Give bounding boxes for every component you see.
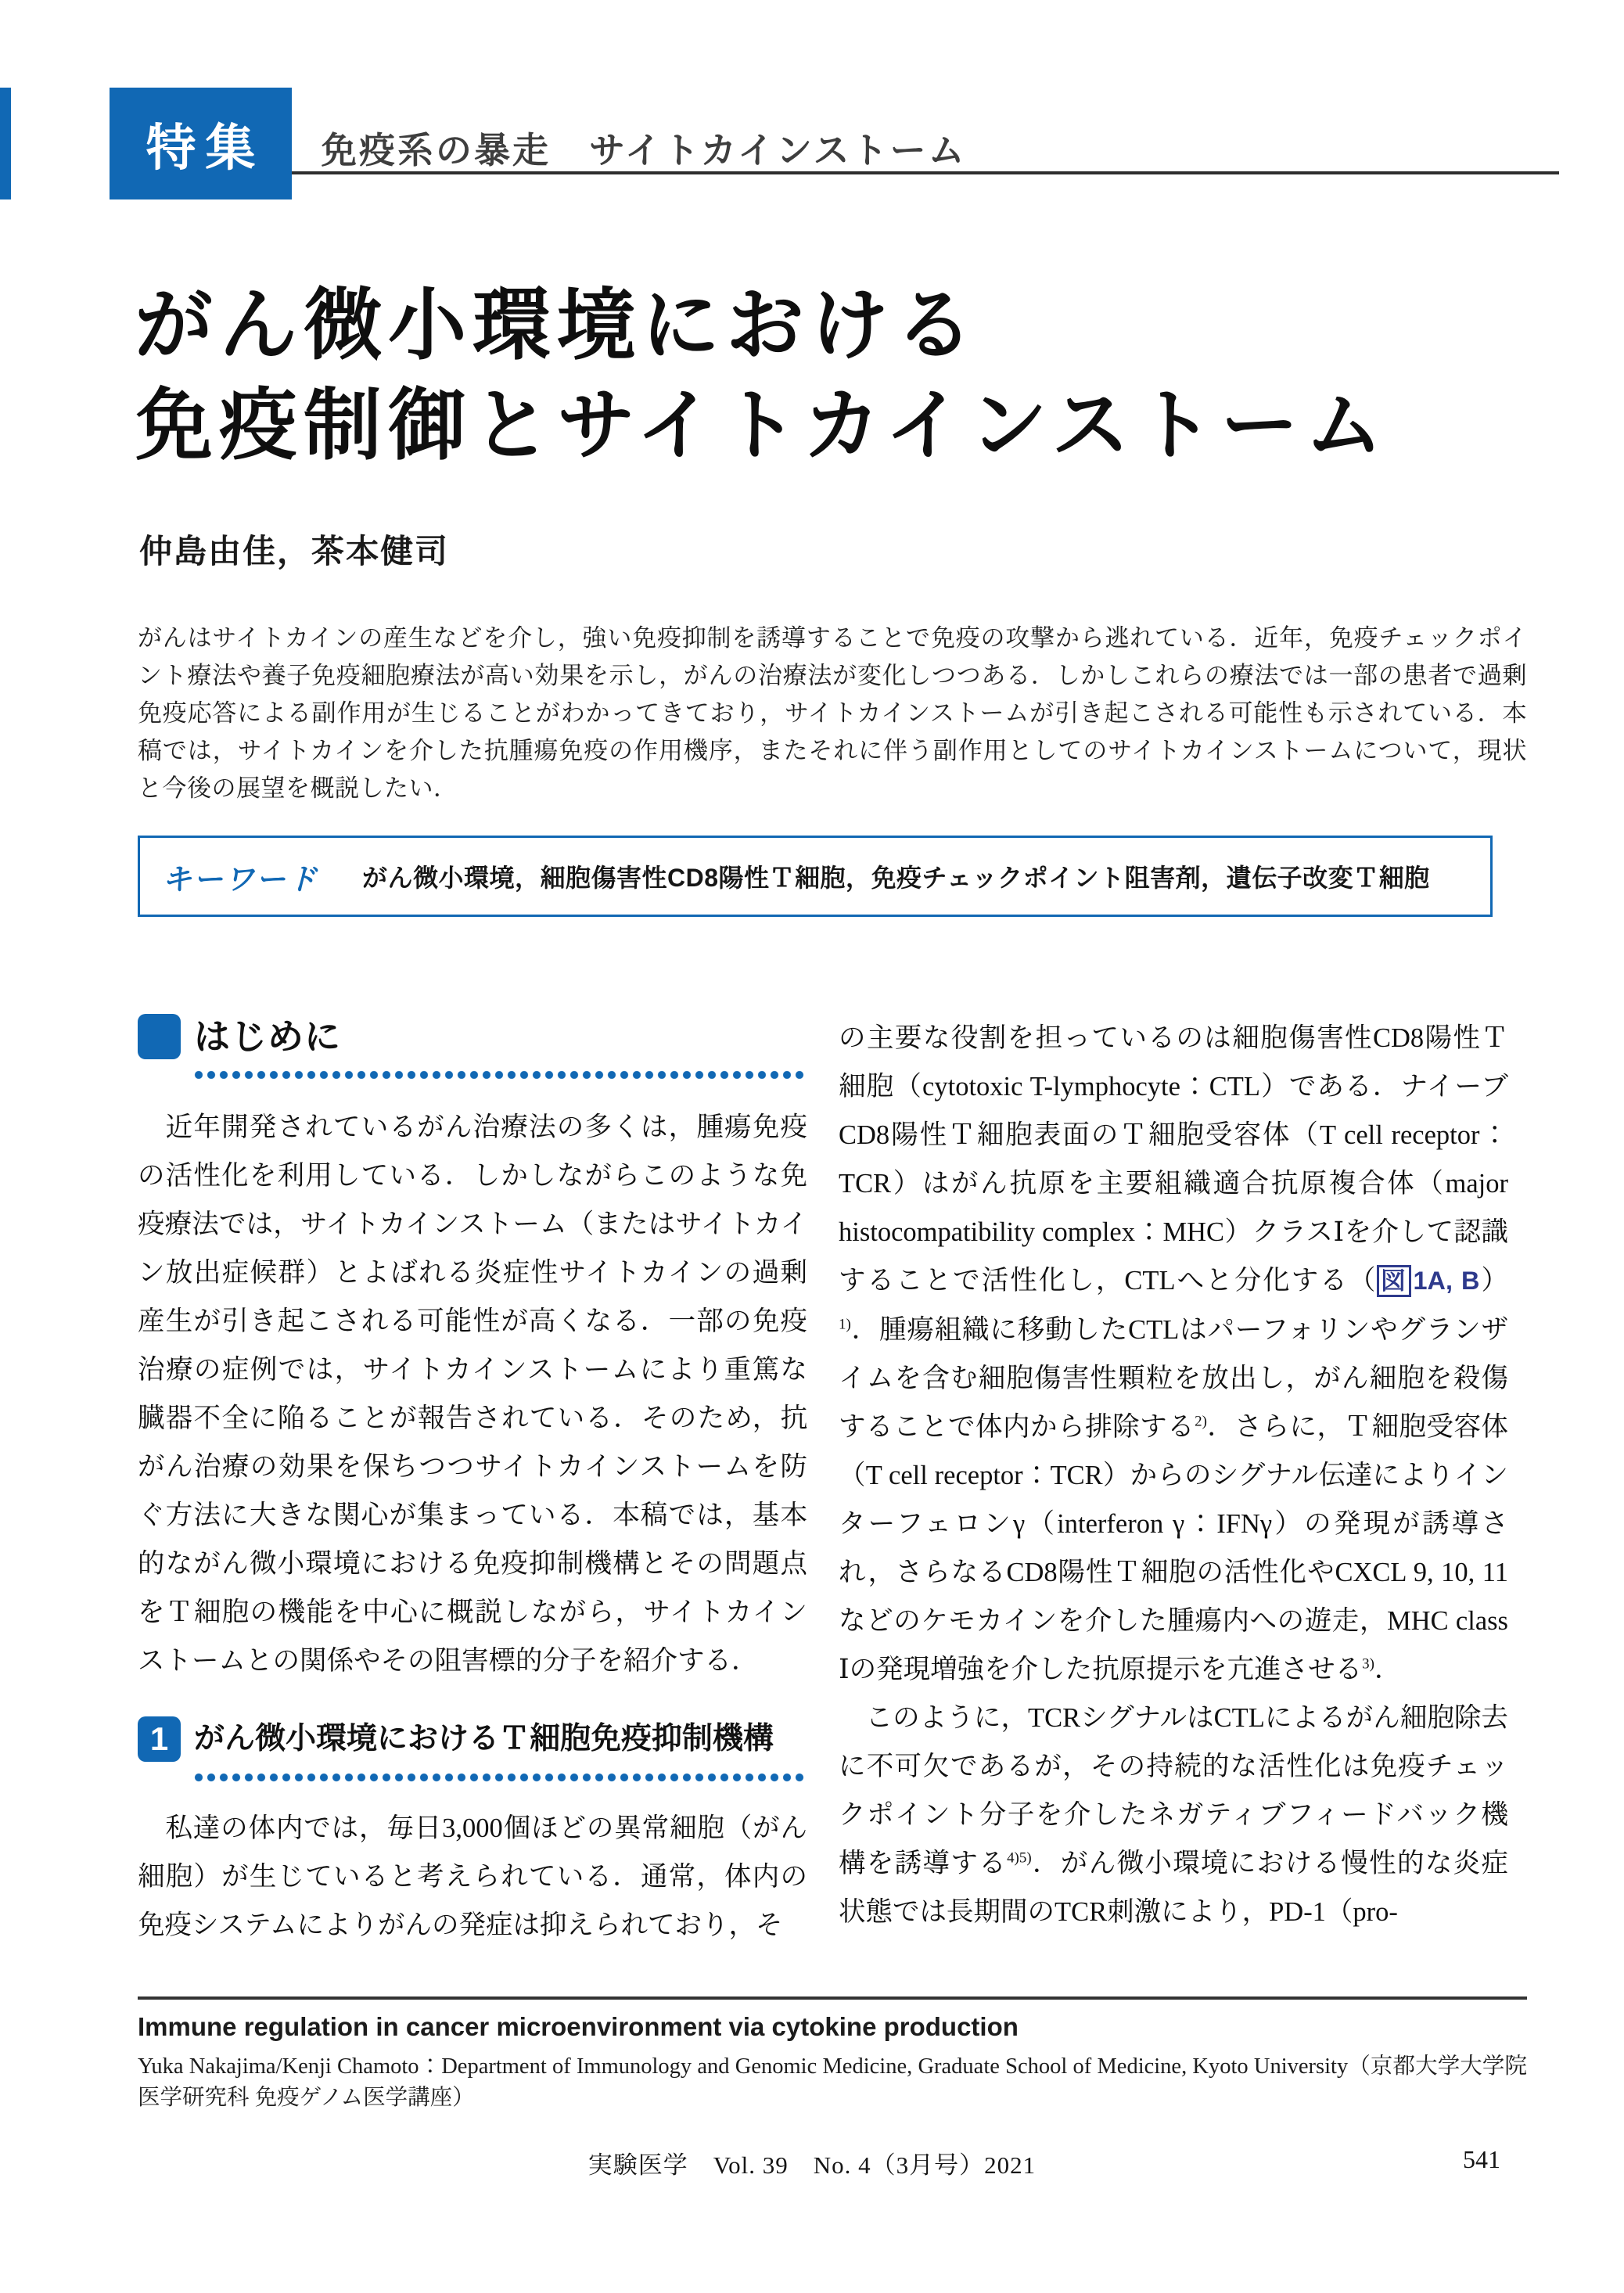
- text-segment-normal: ．: [1374, 1655, 1402, 1684]
- keyword-box: [138, 836, 1493, 917]
- text-segment-normal: ．腫瘍組織に移動したCTLはパーフォリンやグランザイムを含む細胞傷害性顆粒を放出し，がん細胞を殺傷することで体内から排除する: [839, 1315, 1508, 1442]
- page-number: 541: [1463, 2145, 1500, 2173]
- page-edge-accent-strip: [0, 88, 11, 199]
- footnote-block: [138, 1996, 1527, 2114]
- article-title-line2: 免疫制御とサイトカインストーム: [135, 382, 1389, 469]
- figure-reference-link[interactable]: 図: [1377, 1265, 1410, 1297]
- feature-label-box: [110, 88, 292, 199]
- dotted-divider: [194, 1773, 807, 1782]
- text-segment-normal: このように，TCRシグナルはCTLによるがん細胞除去に不可欠であるが，その持続的な活性化は免疫チェックポイント分子を介したネガティブフィードバック機構を誘導する: [839, 1703, 1508, 1878]
- right-column: [839, 1014, 1508, 1936]
- section-heading-1: [138, 1716, 807, 1782]
- text-segment-sup: 4)5): [1007, 1849, 1032, 1867]
- text-segment-sup: 3): [1362, 1655, 1374, 1673]
- figure-reference-link[interactable]: 1A, B: [1413, 1267, 1480, 1295]
- section-number-badge: 1: [138, 1716, 181, 1762]
- abstract-text: がんはサイトカインの産生などを介し，強い免疫抑制を誘導することで免疫の攻撃から逃れている．近年，免疫チェックポイント療法や養子免疫細胞療法が高い効果を示し，がんの治療法が変化しつつある．しかしこれらの療法では一部の患者で過剰免疫応答による副作用が生じることがわかってきており，サイトカインストームが引き起こされる可能性も示されている．本稿では，サイトカインを介した抗腫瘍免疫の作用機序，またそれに伴う副作用としてのサイトカインストームについて，現状と今後の展望を概説したい．: [138, 624, 1527, 802]
- section-1-paragraph: 私達の体内では，毎日3,000個ほどの異常細胞（がん細胞）が生じていると考えられている．通常，体内の免疫システムによりがんの発症は抑えられており，そ: [138, 1813, 807, 1940]
- authors: 仲島由佳，茶本健司: [139, 533, 450, 570]
- section-heading-intro: [138, 1014, 807, 1080]
- text-segment-sup: 2): [1195, 1413, 1207, 1430]
- text-segment-normal: ．さらに，Ｔ細胞受容体（T cell receptor：TCR）からのシグナル伝達によりインターフェロンγ（interferon γ：IFNγ）の発現が誘導され，さらなるCD8陽性Ｔ細胞の活性化やCXCL 9, 10, 11などのケモカインを介した腫瘍内への遊走，MHC class Ⅰの発現増強を介した抗原提示を亢進させる: [839, 1412, 1509, 1684]
- feature-series-title: 免疫系の暴走 サイトカインストーム: [321, 130, 967, 171]
- text-segment-sup: 1): [839, 1316, 851, 1333]
- left-column: [138, 1014, 807, 1950]
- text-segment-normal: ）: [1479, 1266, 1508, 1296]
- keyword-list: がん微小環境，細胞傷害性CD8陽性Ｔ細胞，免疫チェックポイント阻害剤，遺伝子改変Ｔ細胞: [362, 864, 1430, 892]
- dotted-divider: [194, 1070, 807, 1080]
- intro-paragraph: 近年開発されているがん治療法の多くは，腫瘍免疫の活性化を利用している．しかしながらこのような免疫療法では，サイトカインストーム（またはサイトカイン放出症候群）とよばれる炎症性サイトカインの過剰産生が引き起こされる可能性が高くなる．一部の免疫治療の症例では，サイトカインストームにより重篤な臓器不全に陥ることが報告されている．そのため，抗がん治療の効果を保ちつつサイトカインストームを防ぐ方法に大きな関心が集まっている．本稿では，基本的ながん微小環境における免疫抑制機構とその問題点をＴ細胞の機能を中心に概説しながら，サイトカインストームとの関係やその阻害標的分子を紹介する．: [138, 1112, 807, 1676]
- text-segment-normal: の主要な役割を担っているのは細胞傷害性CD8陽性Ｔ細胞（cytotoxic T-lymphocyte：CTL）である．ナイーブCD8陽性Ｔ細胞表面のＴ細胞受容体（T cell receptor：TCR）はがん抗原を主要組織適合抗原複合体（major histocompatibility complex：MHC）クラスⅠを介して認識することで活性化し，CTLへと分化する（: [839, 1023, 1508, 1296]
- keyword-label: キーワード: [162, 863, 319, 897]
- article-title-line1: がん微小環境における: [135, 282, 979, 369]
- english-title: Immune regulation in cancer microenvironment via cytokine production: [138, 2012, 1019, 2041]
- section-intro-title: はじめに: [194, 1016, 341, 1057]
- article-title: [135, 275, 1389, 476]
- body-paragraph-continued: [839, 1014, 1508, 1694]
- feature-label: 特集: [146, 119, 265, 176]
- section-1-title: がん微小環境におけるＴ細胞免疫抑制機構: [194, 1722, 774, 1756]
- section-marker-square: [138, 1014, 181, 1059]
- text-segment-normal: ．がん微小環境における慢性的な炎症状態では長期間のTCR刺激により，PD-1（pro-: [839, 1849, 1509, 1927]
- body-paragraph-2: [839, 1694, 1508, 1936]
- journal-issue-line: 実験医学 Vol. 39 No. 4（3月号）2021: [587, 2151, 1037, 2179]
- author-affiliation: Yuka Nakajima/Kenji Chamoto：Department of Immunology and Genomic Medicine, Graduate School of Medicine, Kyoto University（京都大学大学院医学研究科 免疫ゲノム医学講座）: [138, 2054, 1527, 2110]
- footnote-rule: [138, 1996, 1527, 2000]
